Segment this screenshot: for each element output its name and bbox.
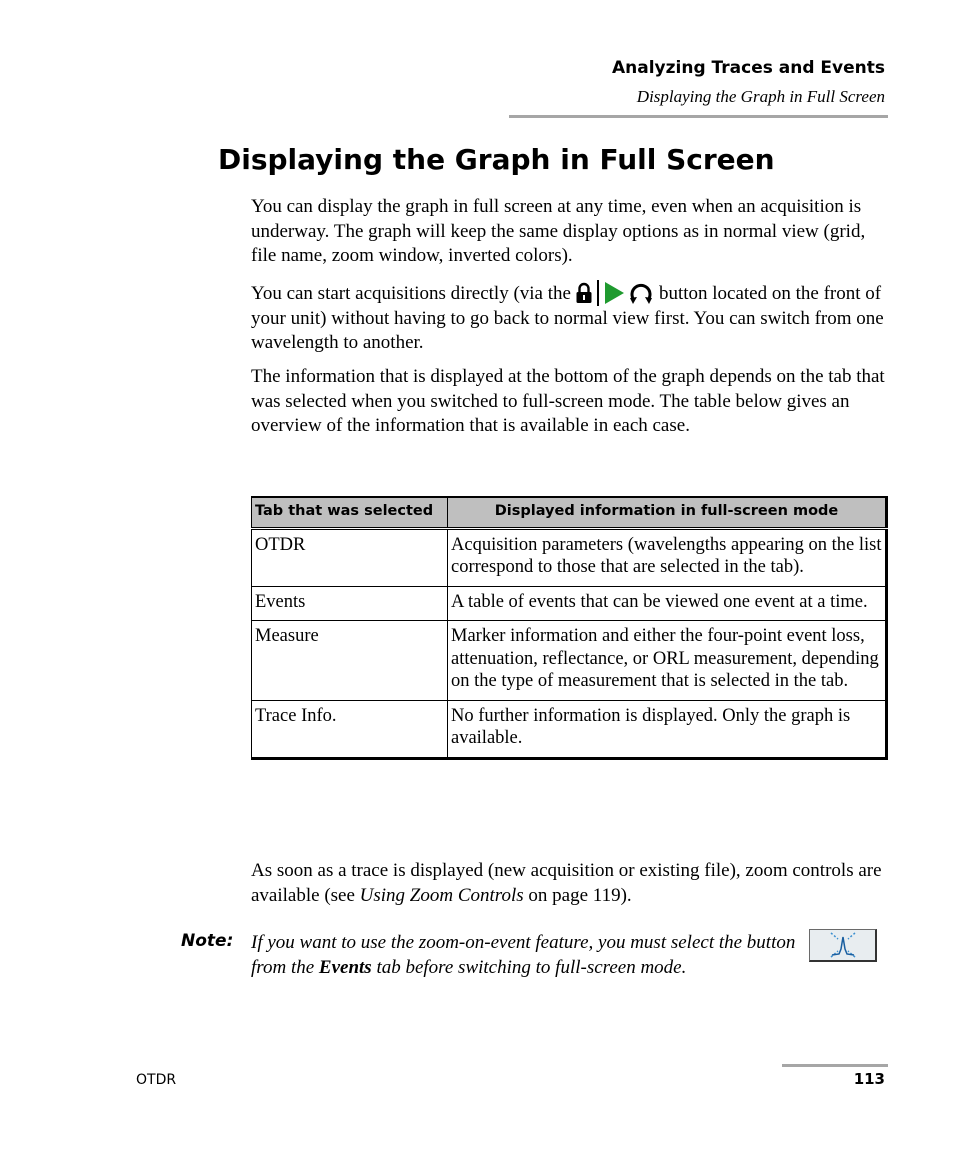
paragraph-text: button located on the front of your unit) without having to go back to normal view first. You can switch from one wavelength to another. xyxy=(251,283,884,353)
table-cell: A table of events that can be viewed one event at a time. xyxy=(448,586,887,621)
table-cell: OTDR xyxy=(252,528,448,586)
table-row xyxy=(252,586,887,621)
table-header-row xyxy=(252,497,887,528)
zoom-on-event-icon xyxy=(828,931,858,959)
divider-bar-icon xyxy=(595,280,601,306)
note-label: Note: xyxy=(181,931,234,951)
table-cell: Marker information and either the four-point event loss, attenuation, reflectance, or ORL measurement, depending on the type of measurement that is selected in the tab. xyxy=(448,621,887,701)
table-row xyxy=(252,700,887,758)
table-cell: Measure xyxy=(252,621,448,701)
note-text-part: If you want to use the zoom-on-event feature, you must select the button from the xyxy=(251,932,796,978)
paragraph-intro: You can display the graph in full screen at any time, even when an acquisition is underway. The graph will keep the same display options as in normal view (grid, file name, zoom window, inverted colors). xyxy=(251,196,866,266)
paragraph-table-intro: The information that is displayed at the bottom of the graph depends on the tab that was selected when you switched to full-screen mode. The table below gives an overview of the information that is available in each case. xyxy=(251,366,885,436)
running-header-chapter: Analyzing Traces and Events xyxy=(611,58,885,78)
paragraph-text: on page 119). xyxy=(523,884,632,906)
paragraph-acquisition xyxy=(251,280,891,356)
zoom-on-event-button[interactable] xyxy=(809,929,877,962)
paragraph-zoom xyxy=(251,859,891,908)
column-header: Displayed information in full-screen mode xyxy=(448,497,887,528)
note-bold-tab: Events xyxy=(318,957,372,978)
note-text xyxy=(251,930,811,980)
refresh-icon xyxy=(627,281,655,305)
start-button-icons xyxy=(575,280,655,306)
running-header-section: Displaying the Graph in Full Screen xyxy=(636,87,885,106)
table-cell: Trace Info. xyxy=(252,700,448,758)
start-acquisition-icon xyxy=(603,281,625,305)
footer-rule xyxy=(782,1064,888,1067)
lock-icon xyxy=(575,282,593,304)
table-cell: No further information is displayed. Only the graph is available. xyxy=(448,700,887,758)
footer-product: OTDR xyxy=(136,1072,177,1088)
table-row xyxy=(252,621,887,701)
paragraph-text: You can start acquisitions directly (via the xyxy=(251,283,571,304)
note-text-part: tab before switching to full-screen mode. xyxy=(371,957,687,978)
page-title: Displaying the Graph in Full Screen xyxy=(218,143,775,176)
table-row xyxy=(252,528,887,586)
column-header: Tab that was selected xyxy=(252,497,448,528)
table-cell: Acquisition parameters (wavelengths appearing on the list correspond to those that are selected in the tab). xyxy=(448,528,887,586)
table-cell: Events xyxy=(252,586,448,621)
paragraph-text: As soon as a trace is displayed (new acquisition or existing file), zoom controls are available (see xyxy=(251,860,882,906)
cross-reference-link[interactable]: Using Zoom Controls xyxy=(359,884,524,906)
header-rule xyxy=(509,115,888,118)
page-number: 113 xyxy=(853,1070,885,1088)
tab-info-table xyxy=(251,496,888,760)
